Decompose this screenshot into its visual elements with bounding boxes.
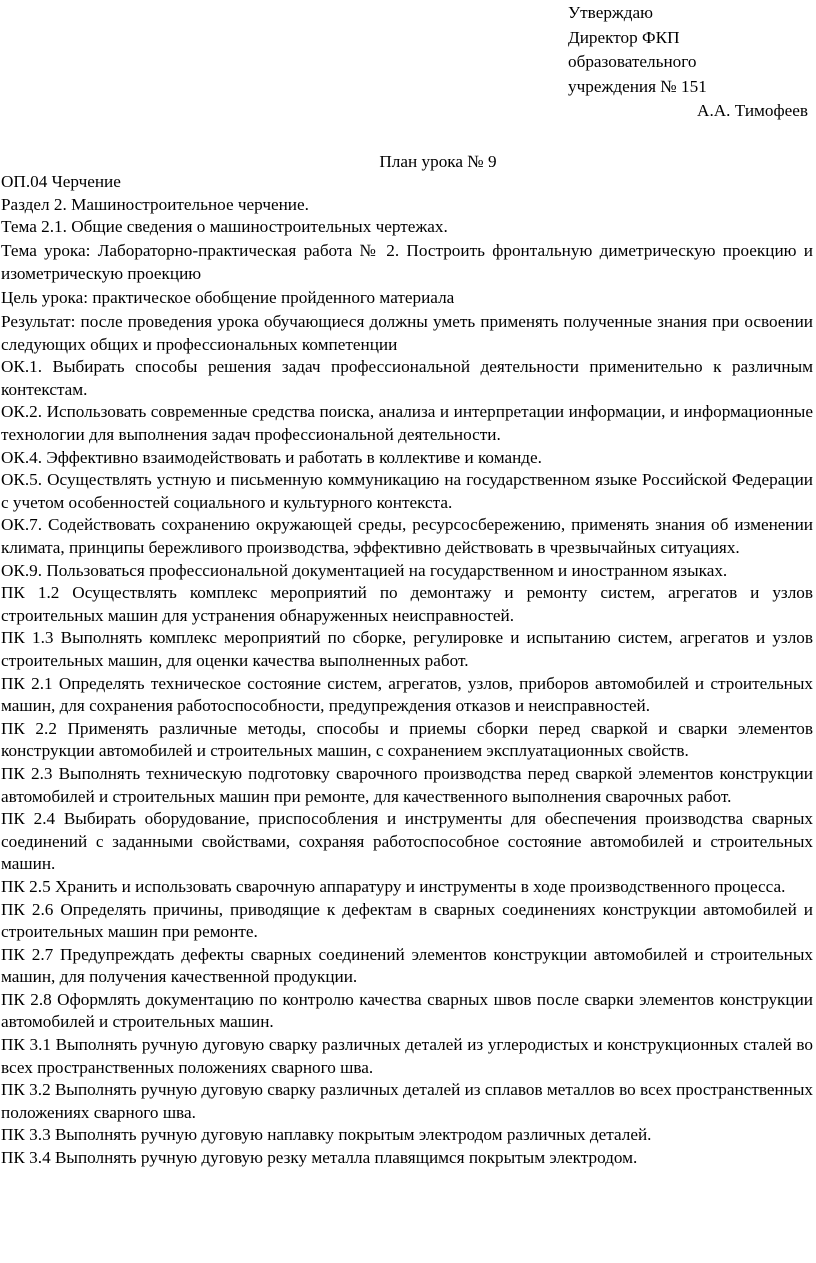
paragraph: ПК 2.5 Хранить и использовать сварочную аппаратуру и инструменты в ходе производственного процесса. [1,876,786,896]
paragraph: ПК 2.8 Оформлять документацию по контролю качества сварных швов после сварки элементов конструкции автомобилей и строительных машин. [1,989,813,1032]
paragraph: Цель урока: практическое обобщение пройденного материала [1,287,455,307]
paragraph: ОП.04 Черчение [1,172,121,191]
approval-line: учреждения № 151 [568,76,707,96]
paragraph: ПК 2.1 Определять техническое состояние систем, агрегатов, узлов, приборов автомобилей и строительных машин, для сохранения работоспособности, предупреждения отказов и неисправностей. [1,673,813,716]
document-title-text: План урока № 9 [379,152,497,171]
paragraph: ПК 1.3 Выполнять комплекс мероприятий по сборке, регулировке и испытанию систем, агрегатов и узлов строительных машин, для оценки качества выполненных работ. [1,628,813,670]
paragraph: ОК.5. Осуществлять устную и письменную коммуникацию на государственном языке Российской Федерации с учетом особенностей социального и культурного контекста. [1,470,813,512]
paragraph: ОК.1. Выбирать способы решения задач профессиональной деятельности применительно к различным контекстам. [1,357,813,399]
paragraph: ПК 2.4 Выбирать оборудование, приспособления и инструменты для обеспечения производства сварных соединений с заданными свойствами, сохраняя работоспособное состояние автомобилей и строительных машин. [1,809,813,874]
paragraph: ОК.9. Пользоваться профессиональной документацией на государственном и иностранном языках. [1,560,728,580]
document-body [1,171,813,1170]
paragraph: ПК 3.3 Выполнять ручную дуговую наплавку покрытым электродом различных деталей. [1,1125,652,1145]
paragraph: ПК 2.2 Применять различные методы, способы и приемы сборки перед сваркой и сварки элементов конструкции автомобилей и строительных машин, с сохранением эксплуатационных свойств. [1,718,813,761]
paragraph: Тема 2.1. Общие сведения о машиностроительных чертежах. [1,217,448,237]
paragraph: ПК 3.4 Выполнять ручную дуговую резку металла плавящимся покрытым электродом. [1,1148,638,1168]
approval-line: Директор ФКП [568,27,680,47]
paragraph: ОК.2. Использовать современные средства поиска, анализа и интерпретации информации, и информационные технологии для выполнения задач профессиональной деятельности. [1,402,813,445]
paragraph: ОК.7. Содействовать сохранению окружающей среды, ресурсосбережению, применять знания об изменении климата, принципы бережливого производства, эффективно действовать в чрезвычайных ситуациях. [1,515,813,557]
paragraph: Тема урока: Лабораторно-практическая работа № 2. Построить фронтальную диметрическую проекцию и изометрическую проекцию [1,241,813,283]
paragraph: ПК 3.1 Выполнять ручную дуговую сварку различных деталей из углеродистых и конструкционных сталей во всех пространственных положениях сварного шва. [1,1035,813,1077]
approval-signer: А.А. Тимофеев [697,101,808,120]
approval-block [568,1,808,124]
paragraph: ПК 2.3 Выполнять техническую подготовку сварочного производства перед сваркой элементов конструкции автомобилей и строительных машин при ремонте, для качественного выполнения сварочных работ. [1,763,813,806]
approval-line: образовательного [568,52,697,71]
paragraph: ПК 2.6 Определять причины, приводящие к дефектам в сварных соединениях конструкции автомобилей и строительных машин при ремонте. [1,899,813,942]
paragraph: Раздел 2. Машиностроительное черчение. [1,194,309,214]
paragraph: ПК 1.2 Осуществлять комплекс мероприятий по демонтажу и ремонту систем, агрегатов и узлов строительных машин для устранения обнаруженных неисправностей. [1,583,813,625]
approval-line: Утверждаю [568,3,654,22]
paragraph: ПК 2.7 Предупреждать дефекты сварных соединений элементов конструкции автомобилей и строительных машин, для получения качественной продукции. [1,944,813,987]
paragraph: Результат: после проведения урока обучающиеся должны уметь применять полученные знания при освоении следующих общих и профессиональных компетенции [1,312,813,354]
paragraph: ПК 3.2 Выполнять ручную дуговую сварку различных деталей из сплавов металлов во всех пространственных положениях сварного шва. [1,1080,814,1122]
paragraph: ОК.4. Эффективно взаимодействовать и работать в коллективе и команде. [1,447,542,467]
